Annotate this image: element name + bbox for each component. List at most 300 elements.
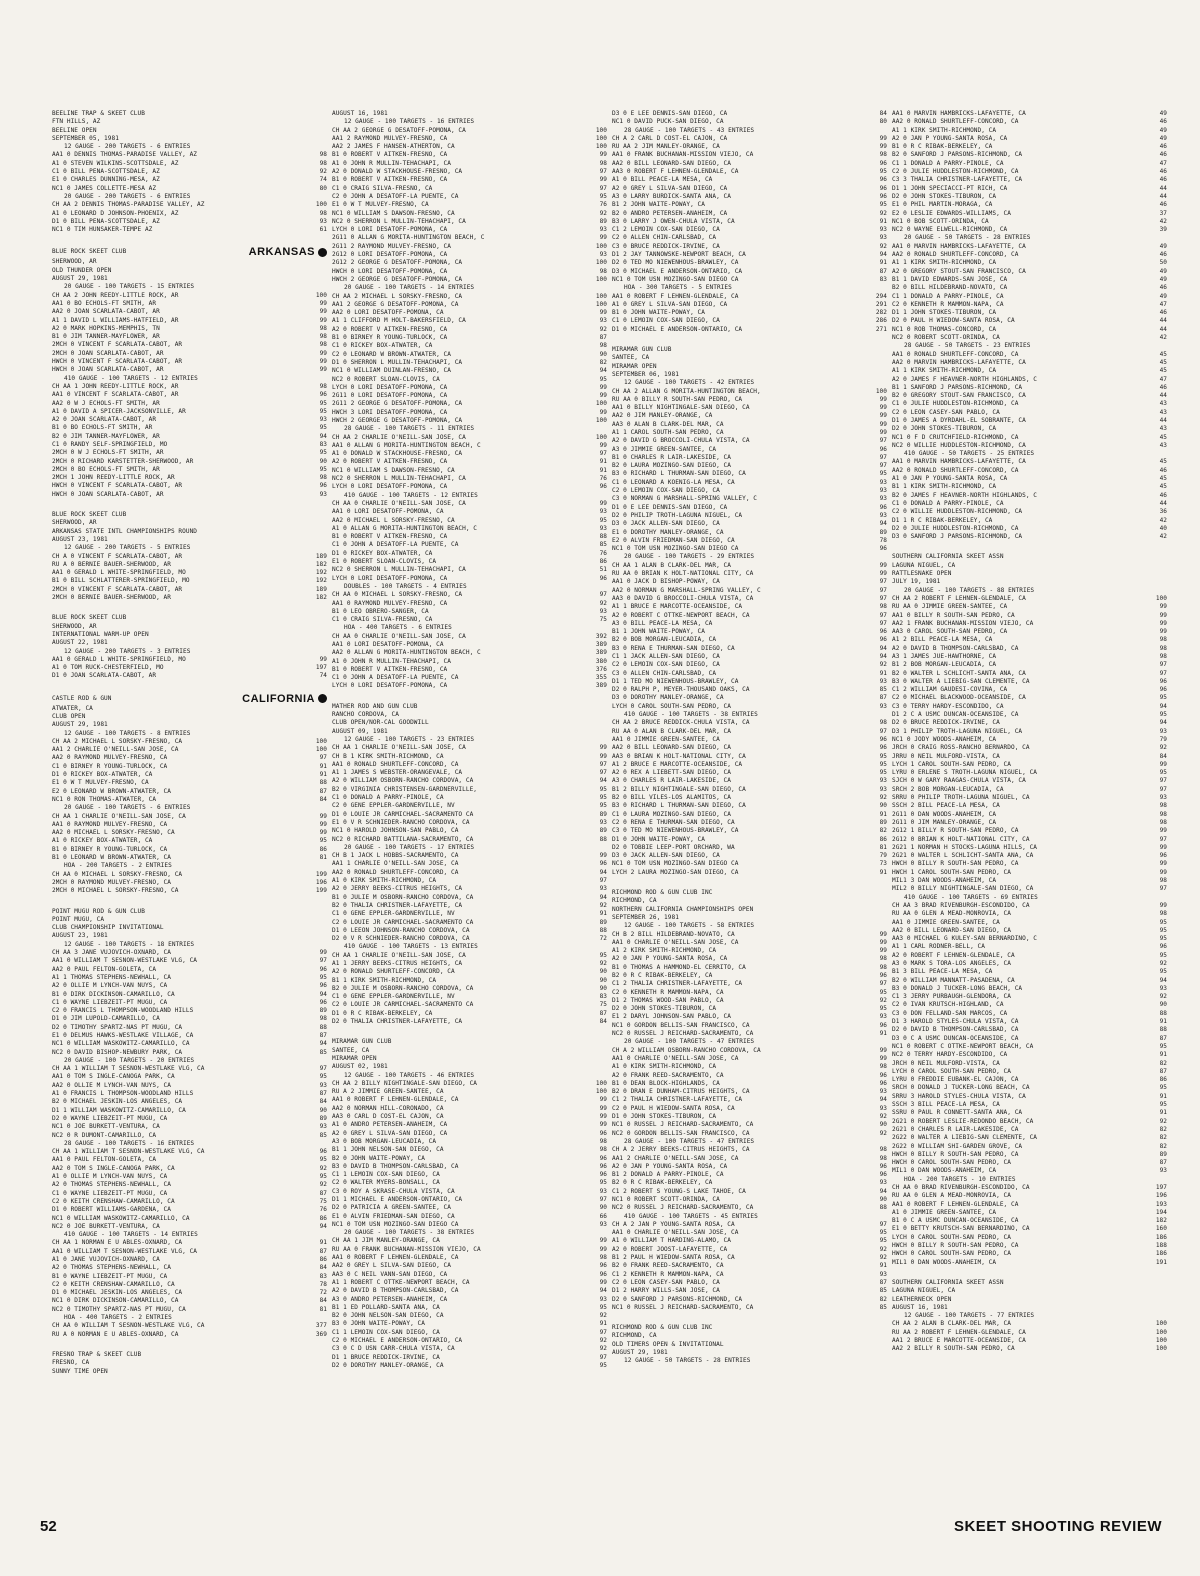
result-row [52, 424, 327, 432]
result-score: 94 [319, 1222, 327, 1230]
result-row [612, 852, 887, 860]
result-score: 97 [599, 1328, 607, 1336]
result-row [332, 935, 607, 943]
club-block [52, 110, 327, 234]
result-text: AA2 0 MICHAEL L SORSKY-FRESNO, CA [52, 829, 175, 837]
result-row [612, 259, 887, 267]
event-subheading [612, 1213, 887, 1221]
result-score: 99 [879, 930, 887, 938]
result-score: 46 [1159, 466, 1167, 474]
result-text: A1 1 KIRK SMITH-RICHMOND, CA [892, 126, 997, 134]
result-row [332, 952, 607, 960]
result-text: AA2 0 RONALD SHURTLEFF-CONCORD, CA [332, 868, 459, 876]
result-text: NC1 0 F D CRUTCHFIELD-RICHMOND, CA [892, 433, 1019, 441]
result-text: CH AA 2 GEORGE G DESATOFF-POMONA, CA [332, 126, 466, 134]
result-score: 100 [595, 292, 607, 300]
result-row [52, 879, 327, 887]
result-text: E1 0 ALVIN FRIEDMAN-SAN DIEGO, CA [332, 1212, 455, 1220]
result-text: A2 0 OLLIE M LYNCH-VAN NUYS, CA [52, 982, 168, 990]
result-row [332, 151, 607, 159]
result-score: 100 [875, 387, 887, 395]
result-score: 82 [879, 1295, 887, 1303]
result-score: 49 [1159, 292, 1167, 300]
result-score: 98 [319, 151, 327, 159]
result-row [892, 993, 1167, 1001]
result-score: 43 [1159, 408, 1167, 416]
result-score: 96 [599, 574, 607, 582]
result-row [332, 985, 607, 993]
result-text: CH A 2 JERRY BEEKS-CITRUS HEIGHTS, CA [612, 1146, 750, 1154]
result-score: 93 [1159, 984, 1167, 992]
result-score: 96 [879, 545, 887, 553]
result-score: 82 [1159, 1134, 1167, 1142]
result-score: 197 [315, 664, 327, 672]
result-row [892, 910, 1167, 918]
result-row [612, 176, 887, 184]
result-row [612, 931, 887, 939]
result-text: A2 0 RONALD SHURTLEFF-CONCORD, CA [332, 968, 455, 976]
result-row [892, 425, 1167, 433]
club-name: CASTLE ROD & GUN [52, 694, 112, 702]
result-score: 90 [599, 984, 607, 992]
result-text: AA1 0 ROBERT F LEHNEN-GLENDALE, CA [612, 292, 739, 300]
result-row [612, 628, 887, 636]
result-row [332, 201, 607, 209]
result-row [52, 449, 327, 457]
result-text: CH AA 1 JOHN REEDY-LITTLE ROCK, AR [52, 382, 179, 390]
result-score: 90 [599, 350, 607, 358]
result-row [332, 127, 607, 135]
result-text: AA1 0 CHARLIE O'NEILL-SAN JOSE, CA [612, 938, 739, 946]
result-text: AA2 0 RONALD SHURTLEFF-CONCORD, CA [892, 251, 1019, 259]
result-score: 49 [1159, 134, 1167, 142]
result-score: 86 [599, 558, 607, 566]
result-score: 93 [879, 495, 887, 503]
result-score: 96 [879, 1071, 887, 1079]
result-row [52, 966, 327, 974]
result-score: 93 [1159, 794, 1167, 802]
result-score: 93 [319, 1081, 327, 1089]
result-score: 94 [319, 432, 327, 440]
result-row [612, 603, 887, 611]
result-row [892, 376, 1167, 384]
result-row [612, 869, 887, 877]
result-score: 95 [1159, 918, 1167, 926]
result-row [612, 512, 887, 520]
result-text: NC2 0 WILLIE HUDDLESTON-RICHMOND, CA [892, 441, 1026, 449]
result-score: 98 [879, 963, 887, 971]
result-row [332, 777, 607, 785]
result-text: NC2 0 ROBERT SCOTT-ORINDA, CA [892, 334, 1000, 342]
result-row [332, 276, 607, 284]
result-score: 78 [319, 1280, 327, 1288]
result-score: 294 [875, 292, 887, 300]
club-location: SHERWOOD, AR [52, 258, 97, 266]
club-name: SOUTHERN CALIFORNIA SKEET ASSN [892, 553, 1004, 561]
result-score: 93 [1159, 1167, 1167, 1175]
result-text: 12 GAUGE - 100 TARGETS - 16 ENTRIES [344, 118, 475, 126]
result-row [892, 1134, 1167, 1142]
result-score: 95 [319, 424, 327, 432]
result-row [612, 545, 887, 553]
result-text: C3 0 TERRY HARDY-ESCONDIDO, CA [892, 702, 1004, 710]
result-text: B1 0 ROBERT V AITKEN-FRESNO, CA [332, 533, 448, 541]
result-row [612, 268, 887, 276]
result-score: 84 [319, 1264, 327, 1272]
result-text: D1 0 MICHAEL JESKIN-LOS ANGELES, CA [52, 1289, 183, 1297]
result-row [612, 326, 887, 334]
result-text: NC1 0 JOE BURKETT-VENTURA, CA [52, 1123, 160, 1131]
club-location: SANTEE, CA [332, 1046, 370, 1054]
result-row [52, 168, 327, 176]
club-location: LAGUNA NIGUEL, CA [892, 561, 956, 569]
result-score: 98 [1159, 644, 1167, 652]
result-row [892, 711, 1167, 719]
result-row [332, 135, 607, 143]
club-block [612, 110, 887, 334]
result-text: AA1 0 CHARLIE O'NEILL-SAN JOSE, CA [612, 1054, 739, 1062]
result-text: RU A 0 BERNIE BAUER-SHERWOOD, AR [52, 560, 171, 568]
result-row [332, 193, 607, 201]
event-subheading [52, 648, 327, 656]
event-subheading [612, 1138, 887, 1146]
result-score: 91 [879, 669, 887, 677]
club-name: RICHMOND ROD & GUN CLUB INC [612, 889, 713, 897]
result-text: D1 2 HARRY WILLS-SAN JOSE, CA [612, 1287, 720, 1295]
result-row [332, 185, 607, 193]
result-score: 91 [879, 217, 887, 225]
result-text: A1 0 RICKEY BOX-ATWATER, CA [52, 837, 153, 845]
result-score: 92 [1159, 959, 1167, 967]
result-text: RU AA 2 JIM MANLEY-ORANGE, CA [612, 143, 720, 151]
result-score: 91 [879, 810, 887, 818]
result-score: 85 [319, 1131, 327, 1139]
result-row [332, 1146, 607, 1154]
club-location: LAGUNA NIGUEL, CA [892, 1287, 956, 1295]
result-score: 97 [599, 760, 607, 768]
result-row [892, 251, 1167, 259]
result-score: 95 [1159, 1042, 1167, 1050]
result-score: 95 [1159, 711, 1167, 719]
result-row [332, 558, 607, 566]
result-row [892, 744, 1167, 752]
result-score: 95 [319, 407, 327, 415]
result-row [52, 1040, 327, 1048]
result-row [892, 935, 1167, 943]
result-score: 199 [315, 870, 327, 878]
event-subheading [52, 1140, 327, 1148]
result-row [332, 993, 607, 1001]
result-text: CH A 0 VINCENT F SCARLATA-CABOT, AR [52, 552, 183, 560]
result-score: 377 [315, 1322, 327, 1330]
result-score: 97 [599, 591, 607, 599]
result-text: HWCH 0 JOAN SCARLATA-CABOT, AR [52, 490, 164, 498]
result-text: AA1 1 CHARLIE O'NEILL-SAN JOSE, CA [332, 860, 459, 868]
result-text: C3 0 ALLEN CHIN-CARLSBAD, CA [612, 669, 717, 677]
result-text: NC2 0 RICHARD BATTILANA-SACRAMENTO, CA [332, 835, 474, 843]
result-text: HWCH 0 LORI DESATOFF-POMONA, CA [332, 267, 448, 275]
result-score: 94 [1159, 719, 1167, 727]
result-row [612, 1229, 887, 1237]
result-text: CH A 2 CARL D COST-EL CAJON, CA [612, 134, 728, 142]
result-score: 192 [315, 577, 327, 585]
result-score: 99 [1159, 860, 1167, 868]
result-row [52, 333, 327, 341]
result-row [332, 1138, 607, 1146]
result-row [892, 678, 1167, 686]
result-score: 94 [599, 1287, 607, 1295]
result-row [892, 276, 1167, 284]
result-text: 12 GAUGE - 100 TARGETS - 18 ENTRIES [64, 940, 195, 948]
result-text: B1 0 JOHN WAITE-POWAY, CA [612, 309, 705, 317]
result-text: E2 0 LEONARD W BROWN-ATWATER, CA [52, 787, 171, 795]
result-row [52, 185, 327, 193]
result-row [332, 819, 607, 827]
result-score: 93 [879, 1270, 887, 1278]
result-score: 92 [319, 168, 327, 176]
result-text: D1 0 JOHN STOKES-TIBURON, CA [612, 1113, 717, 1121]
result-score: 99 [1159, 868, 1167, 876]
result-row [332, 500, 607, 508]
result-row [52, 366, 327, 374]
club-header [612, 1324, 887, 1332]
result-score: 51 [599, 566, 607, 574]
result-row [52, 1156, 327, 1164]
result-text: B2 0 WALTER L SCHLICHT-SANTA ANA, CA [892, 669, 1026, 677]
results-column-4 [892, 110, 1167, 1460]
result-score: 87 [1159, 1067, 1167, 1075]
result-text: B2 0 JOHN NELSON-SAN DIEGO, CA [332, 1312, 444, 1320]
result-text: CH AA 1 NORMAN E U ABLES-OXNARD, CA [52, 1239, 183, 1247]
result-text: 2MCH 0 RAYMOND MULVEY-FRESNO, CA [52, 878, 171, 886]
result-text: A1 1 DAVID L WILLIAMS-HATFIELD, AR [52, 316, 179, 324]
result-score: 42 [1159, 334, 1167, 342]
result-row [892, 1242, 1167, 1250]
result-text: B1 1 ED POLLARD-SANTA ANA, CA [332, 1303, 440, 1311]
result-text: C1 0 JOHN A DESATOFF-LA PUENTE, CA [332, 541, 459, 549]
result-row [612, 728, 887, 736]
result-row [612, 1262, 887, 1270]
result-text: AA3 0 MICHAEL G KULEY-SAN BERNARDINO, C [892, 935, 1038, 943]
result-score: 95 [599, 516, 607, 524]
result-score: 90 [879, 1121, 887, 1129]
result-row [332, 753, 607, 761]
result-text: B1 1 JOHN NELSON-SAN DIEGO, CA [332, 1146, 444, 1154]
result-text: CH AA 2 ALLAN G MORITA-HUNTINGTON BEACH, [612, 387, 761, 395]
result-score: 46 [1159, 383, 1167, 391]
result-row [52, 957, 327, 965]
result-text: B1 2 DONALD A PARRY-PINOLE, CA [612, 1171, 724, 1179]
result-score: 100 [595, 400, 607, 408]
club-block [892, 553, 1167, 1267]
result-text: C1 0 BILL PENA-SCOTTSDALE, AZ [52, 168, 160, 176]
event-subheading [52, 862, 327, 870]
result-row [52, 408, 327, 416]
result-score: 82 [599, 358, 607, 366]
result-text: A3 0 MARK S TORA-LOS ANGELES, CA [892, 959, 1011, 967]
result-text: D2 0 BRUCE REDDICK-IRVINE, CA [892, 719, 1000, 727]
event-subheading [892, 342, 1167, 350]
result-text: D3 0 DOROTHY MANLEY-ORANGE, CA [612, 694, 724, 702]
result-text: MIL1 3 DAN WOODS-ANAHEIM, CA [892, 877, 997, 885]
result-score: 98 [879, 151, 887, 159]
result-row [892, 703, 1167, 711]
result-row [52, 561, 327, 569]
result-row [612, 686, 887, 694]
result-score: 99 [1159, 628, 1167, 636]
result-score: 98 [319, 341, 327, 349]
club-name: SOUTHERN CALIFORNIA SKEET ASSN [892, 1278, 1004, 1286]
result-score: 96 [879, 1021, 887, 1029]
result-score: 93 [599, 1220, 607, 1228]
result-text: SRCH 0 DONALD J TUCKER-LONG BEACH, CA [892, 1084, 1030, 1092]
club-name: BLUE ROCK SKEET CLUB [52, 511, 127, 519]
result-row [52, 779, 327, 787]
result-row [52, 1181, 327, 1189]
club-location: SHERWOOD, AR [52, 622, 97, 630]
result-text: 28 GAUGE - 100 TARGETS - 11 ENTRIES [344, 425, 475, 433]
result-row [612, 964, 887, 972]
result-score: 95 [879, 988, 887, 996]
result-score: 88 [1159, 1009, 1167, 1017]
result-text: C1 0 LEMOIN COX-SAN DIEGO, CA [612, 317, 720, 325]
result-score: 82 [1159, 1059, 1167, 1067]
result-row [892, 1151, 1167, 1159]
result-score: 199 [315, 887, 327, 895]
result-row [612, 1196, 887, 1204]
result-score: 96 [1159, 686, 1167, 694]
result-score: 93 [599, 317, 607, 325]
result-text: AA1 0 MARVIN HAMBRICKS-LAFAYETTE, CA [892, 458, 1026, 466]
result-score: 96 [599, 1162, 607, 1170]
result-row [892, 517, 1167, 525]
club-header [612, 889, 887, 897]
result-row [52, 160, 327, 168]
result-row [892, 1345, 1167, 1353]
result-row [612, 811, 887, 819]
result-text: D3 0 C A USMC DUNCAN-OCEANSIDE, CA [892, 1034, 1019, 1042]
result-score: 95 [879, 760, 887, 768]
result-text: 2G22 0 WILLIAM SHI-GARDEN GROVE, CA [892, 1142, 1023, 1150]
result-text: AA1 0 ROBERT F LEHNEN-GLENDALE, CA [332, 1254, 459, 1262]
club-location: RANCHO CORDOVA, CA [332, 711, 399, 719]
result-text: D1 0 LEEON JOHNSON-RANCHO CORDOVA, CA [332, 926, 470, 934]
result-row [892, 802, 1167, 810]
result-row [332, 860, 607, 868]
result-score: 74 [319, 672, 327, 680]
result-text: CH AA 2 MICHAEL L SORSKY-FRESNO, CA [332, 292, 463, 300]
result-text: AA1 0 RAYMOND MULVEY-FRESNO, CA [332, 599, 448, 607]
result-text: AA1 0 RONALD SHURTLEFF-CONCORD, CA [332, 760, 459, 768]
result-row [52, 738, 327, 746]
result-text: LYCH 0 LORI DESATOFF-POMONA, CA [332, 383, 448, 391]
result-row [332, 176, 607, 184]
result-score: 46 [1159, 251, 1167, 259]
result-score: 99 [879, 1054, 887, 1062]
result-row [332, 417, 607, 425]
result-text: B2 0 LAURA MOZINGO-SAN DIEGO, CA [612, 462, 731, 470]
club-name: BEELINE TRAP & SKEET CLUB [52, 110, 145, 117]
result-row [612, 1188, 887, 1196]
result-row [52, 1132, 327, 1140]
result-text: RU AA 0 FRANK BUCHANAN-MISSION VIEJO, CA [332, 1245, 481, 1253]
result-score: 99 [319, 366, 327, 374]
result-score: 98 [1159, 653, 1167, 660]
club-name: MATHER ROD AND GUN CLUB [332, 702, 418, 710]
result-text: A1 0 JANE VUJOVICH-OXNARD, CA [52, 1256, 160, 1263]
result-score: 75 [599, 1001, 607, 1009]
result-row [612, 404, 887, 412]
club-block [52, 614, 327, 680]
result-text: C2 0 GENE EPPLER-GARDNERVILLE, NV [332, 802, 455, 810]
bullet-icon [318, 248, 327, 257]
result-text: C2 0 KENNETH R MAMMON-NAPA, CA [892, 300, 1004, 308]
result-row [892, 176, 1167, 184]
result-row [52, 982, 327, 990]
result-score: 97 [1159, 669, 1167, 677]
club-event: MIRAMAR OPEN [612, 362, 657, 370]
club-location: RICHMOND, CA [612, 1332, 657, 1340]
result-text: B1 0 LEO OBRERO-SANGER, CA [332, 607, 429, 615]
result-row [612, 1063, 887, 1071]
result-text: B2 0 JULIE M OSBORN-RANCHO CORDOVA, CA [332, 984, 474, 992]
result-text: A2 0 JOAN SCARLATA-CABOT, AR [52, 416, 157, 424]
result-row [612, 1179, 887, 1187]
result-row [612, 1105, 887, 1113]
result-text: CH AA 1 CHARLIE O'NEILL-SAN JOSE, CA [332, 744, 466, 752]
result-text: C3 0 TED MO NIEWENHOUS-BRAWLEY, CA [612, 827, 739, 835]
result-row [52, 763, 327, 771]
result-row [332, 1188, 607, 1196]
result-row [332, 234, 607, 242]
result-row [332, 1354, 607, 1362]
result-row [612, 504, 887, 512]
result-score: 94 [879, 653, 887, 660]
result-row [892, 1043, 1167, 1051]
result-row [52, 1090, 327, 1098]
result-row [892, 118, 1167, 126]
result-text: AA3 0 C NEIL VANN-SAN DIEGO, CA [332, 1270, 448, 1278]
result-text: LYCH 0 LORI DESATOFF-POMONA, CA [332, 226, 448, 234]
result-row [332, 1320, 607, 1328]
club-name: FRESNO TRAP & SKEET CLUB [52, 1350, 142, 1358]
result-score: 92 [1159, 744, 1167, 752]
result-score: 81 [319, 1305, 327, 1313]
result-score: 93 [879, 1179, 887, 1187]
result-text: B1 1 SANFORD J PARSONS-RICHMOND, CA [892, 383, 1023, 391]
result-text: AA1 0 JIMMIE GREEN-SANTEE, CA [892, 918, 1000, 926]
result-row [612, 636, 887, 644]
result-row [332, 566, 607, 574]
result-row [612, 1113, 887, 1121]
result-row [332, 919, 607, 927]
result-text: B2 0 JIM TANNER-MAYFLOWER, AR [52, 432, 160, 440]
club-block [332, 703, 607, 1027]
result-text: D3 0 MICHAEL E ANDERSON-ONTARIO, CA [612, 267, 743, 275]
result-score: 100 [315, 746, 327, 754]
result-score: 99 [319, 829, 327, 837]
result-text: SRRU 3 HAROLD STYLES-CHULA VISTA, CA [892, 1092, 1026, 1100]
result-text: NC2 0 SHERRON L MULLIN-TEHACHAPI, CA [332, 566, 466, 574]
result-row [332, 769, 607, 777]
result-row [52, 1073, 327, 1081]
result-text: AA1 0 JACK D BISHOP-POWAY, CA [612, 578, 720, 586]
result-text: AA1 0 MARVIN HAMBRICKS-LAFAYETTE, CA [892, 110, 1026, 117]
result-text: AA1 0 ROBERT F LEHNEN-GLENDALE, CA [892, 1200, 1019, 1208]
result-score: 96 [879, 445, 887, 453]
result-text: AA1 0 GERALD L WHITE-SPRINGFIELD, MO [52, 655, 186, 663]
result-score: 46 [1159, 284, 1167, 292]
